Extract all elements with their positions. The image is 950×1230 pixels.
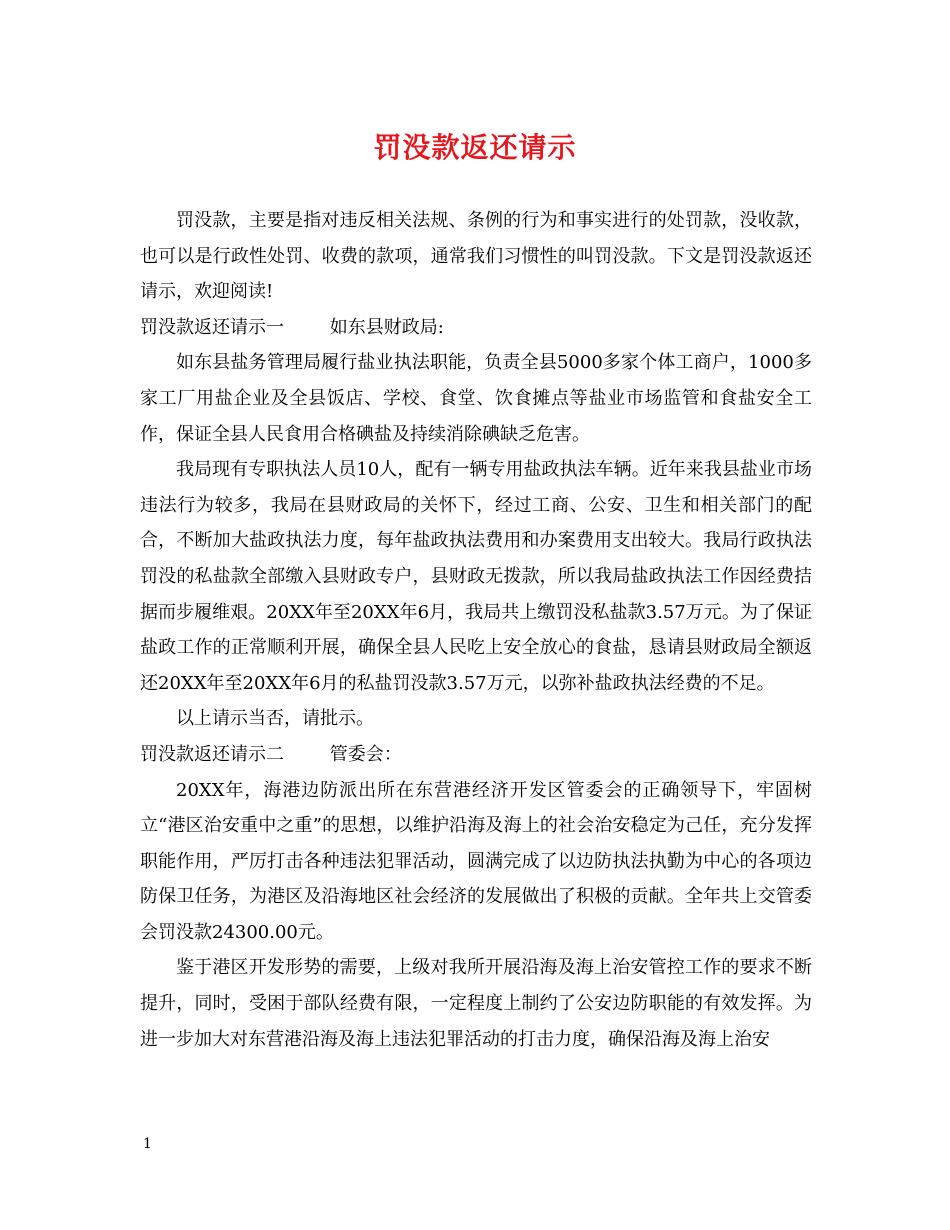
intro-paragraph: 罚没款，主要是指对违反相关法规、条例的行为和事实进行的处罚款，没收款，也可以是行政性处罚、收费的款项，通常我们习惯性的叫罚没款。下文是罚没款返还请示，欢迎阅读! xyxy=(140,210,812,303)
sample1-paragraph: 以上请示当否，请批示。 xyxy=(176,708,374,730)
sample1-addressee: 如东县财政局: xyxy=(329,316,444,338)
sample1-paragraph: 如东县盐务管理局履行盐业执法职能，负责全县5000多家个体工商户，1000多家工厂用盐企业及全县饭店、学校、食堂、饮食摊点等盐业市场监管和食盐安全工作，保证全县人民食用合格碘盐及持续消除碘缺乏危害。 xyxy=(140,352,812,445)
page-number: 1 xyxy=(143,1136,152,1152)
sample2-paragraph: 鉴于港区开发形势的需要，上级对我所开展沿海及海上治安管控工作的要求不断提升，同时，受困于部队经费有限，一定程度上制约了公安边防职能的有效发挥。为进一步加大对东营港沿海及海上违法犯罪活动的打击力度，确保沿海及海上治安 xyxy=(140,957,812,1050)
sample2-heading-line xyxy=(140,737,812,773)
sample2-addressee: 管委会： xyxy=(329,743,402,765)
sample1-heading: 罚没款返还请示一 xyxy=(140,316,284,338)
sample1-paragraph: 我局现有专职执法人员10人，配有一辆专用盐政执法车辆。近年来我县盐业市场违法行为较多，我局在县财政局的关怀下，经过工商、公安、卫生和相关部门的配合，不断加大盐政执法力度，每年盐政执法费用和办案费用支出较大。我局行政执法罚没的私盐款全部缴入县财政专户，县财政无拨款，所以我局盐政执法工作因经费拮据而步履维艰。20XX年至20XX年6月，我局共上缴罚没私盐款3.57万元。为了保证盐政工作的正常顺利开展，确保全县人民吃上安全放心的食盐，恳请县财政局全额返还20XX年至20XX年6月的私盐罚没款3.57万元，以弥补盐政执法经费的不足。 xyxy=(140,459,812,694)
sample2-heading: 罚没款返还请示二 xyxy=(140,743,284,765)
document-body xyxy=(140,203,812,1057)
document-title: 罚没款返还请示 xyxy=(373,131,577,164)
sample1-heading-line xyxy=(140,310,812,346)
sample2-paragraph: 20XX年，海港边防派出所在东营港经济开发区管委会的正确领导下，牢固树立“港区治安重中之重”的思想，以维护沿海及海上的社会治安稳定为己任，充分发挥职能作用，严厉打击各种违法犯罪活动，圆满完成了以边防执法执勤为中心的各项边防保卫任务，为港区及沿海地区社会经济的发展做出了积极的贡献。全年共上交管委会罚没款24300.00元。 xyxy=(140,779,812,943)
